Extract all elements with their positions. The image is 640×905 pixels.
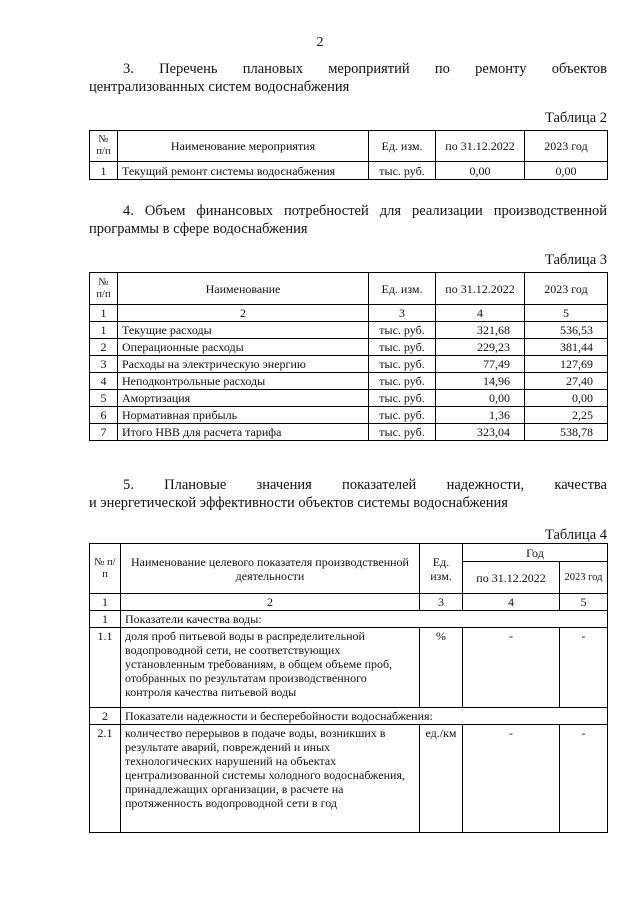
table3-cell-period1: 323,04 — [436, 424, 525, 441]
table3-header-unit: Ед. изм. — [369, 273, 436, 305]
table3-cell-period2: 2,25 — [525, 407, 608, 424]
section3-heading-line2: централизованных систем водоснабжения — [89, 79, 350, 95]
table3-cell-num: 5 — [90, 390, 118, 407]
table3-cell-num: 7 — [90, 424, 118, 441]
section5-heading-line1: 5. Плановые значения показателей надежности, качества — [123, 477, 607, 493]
table3-cell-num: 1 — [90, 322, 118, 339]
table3-header-period2: 2023 год — [525, 273, 608, 305]
table4-colnum: 1 — [90, 594, 121, 611]
section3-heading — [89, 60, 607, 96]
table3-cell-name: Нормативная прибыль — [118, 407, 369, 424]
table3-colnum: 5 — [525, 305, 608, 322]
table3-cell-name: Итого НВВ для расчета тарифа — [118, 424, 369, 441]
table2 — [89, 130, 608, 180]
table2-cell-num: 1 — [90, 162, 118, 180]
table4-header-num: № п/п — [90, 544, 121, 594]
table-row — [90, 162, 608, 180]
section4-heading-line2: программы в сфере водоснабжения — [89, 221, 308, 237]
table3-header-row — [90, 273, 608, 305]
table3-cell-period1: 14,96 — [436, 373, 525, 390]
table3-cell-num: 3 — [90, 356, 118, 373]
table3-cell-unit: тыс. руб. — [369, 424, 436, 441]
table3-cell-unit: тыс. руб. — [369, 373, 436, 390]
table-row — [90, 628, 608, 708]
table3-cell-num: 6 — [90, 407, 118, 424]
table4-header-year-group: Год — [463, 544, 608, 562]
table3-cell-num: 4 — [90, 373, 118, 390]
table4-row2-1-v1: - — [463, 725, 560, 833]
table2-header-period1: по 31.12.2022 — [436, 131, 525, 162]
table4-header-period1: по 31.12.2022 — [463, 562, 560, 594]
table3-cell-period2: 538,78 — [525, 424, 608, 441]
table4-row1-1-unit: % — [420, 628, 463, 708]
table-row — [90, 356, 608, 373]
section3-heading-line1: 3. Перечень плановых мероприятий по ремонту объектов — [123, 61, 607, 77]
table3-cell-period1: 77,49 — [436, 356, 525, 373]
table3-cell-unit: тыс. руб. — [369, 356, 436, 373]
table4-label: Таблица 4 — [544, 527, 607, 543]
table3-cell-period2: 127,69 — [525, 356, 608, 373]
table4-row1-1-text: доля проб питьевой воды в распределительной водопроводной сети, не соответствующих установленным требованиям, в общем объеме проб, отобранных по результатам производственного контроля качества питьевой воды — [121, 628, 420, 708]
table-row — [90, 725, 608, 833]
table-row — [90, 407, 608, 424]
table4-colnum: 3 — [420, 594, 463, 611]
table3-header-name: Наименование — [118, 273, 369, 305]
table2-cell-unit: тыс. руб. — [369, 162, 436, 180]
section4-heading — [89, 202, 607, 238]
table4-group-row — [90, 708, 608, 725]
table3-cell-name: Неподконтрольные расходы — [118, 373, 369, 390]
table4-colnum-row — [90, 594, 608, 611]
table4-row2-1-unit: ед./км — [420, 725, 463, 833]
table-row — [90, 424, 608, 441]
table4-row1-1-v1: - — [463, 628, 560, 708]
table3-cell-name: Амортизация — [118, 390, 369, 407]
table2-header-period2: 2023 год — [525, 131, 608, 162]
table3-colnum: 3 — [369, 305, 436, 322]
table3-cell-period1: 321,68 — [436, 322, 525, 339]
table4-row1-1-v2: - — [560, 628, 608, 708]
table3 — [89, 272, 608, 441]
table4-group2-title: Показатели надежности и бесперебойности водоснабжения: — [121, 708, 608, 725]
table3-colnum: 1 — [90, 305, 118, 322]
section4-heading-line1: 4. Объем финансовых потребностей для реализации производственной — [123, 203, 607, 219]
table4-header-row1 — [90, 544, 608, 562]
section5-heading — [89, 476, 607, 512]
table4-row2-1-num: 2.1 — [90, 725, 121, 833]
table3-cell-period1: 0,00 — [436, 390, 525, 407]
table3-cell-unit: тыс. руб. — [369, 390, 436, 407]
table2-header-row — [90, 131, 608, 162]
table3-header-period1: по 31.12.2022 — [436, 273, 525, 305]
table4-header-name: Наименование целевого показателя производственной деятельности — [121, 544, 420, 594]
table-row — [90, 373, 608, 390]
table3-colnum: 2 — [118, 305, 369, 322]
table2-header-name: Наименование мероприятия — [118, 131, 369, 162]
table-row — [90, 390, 608, 407]
table2-cell-name: Текущий ремонт системы водоснабжения — [118, 162, 369, 180]
table4-header-unit: Ед. изм. — [420, 544, 463, 594]
table3-cell-period2: 27,40 — [525, 373, 608, 390]
table3-cell-period2: 0,00 — [525, 390, 608, 407]
table2-cell-period2: 0,00 — [525, 162, 608, 180]
table3-cell-period1: 1,36 — [436, 407, 525, 424]
table3-cell-unit: тыс. руб. — [369, 322, 436, 339]
table3-cell-period1: 229,23 — [436, 339, 525, 356]
table3-cell-unit: тыс. руб. — [369, 407, 436, 424]
table3-cell-name: Расходы на электрическую энергию — [118, 356, 369, 373]
table3-header-num: № п/п — [90, 273, 118, 305]
table2-header-num: № п/п — [90, 131, 118, 162]
table2-label: Таблица 2 — [544, 110, 607, 126]
table3-cell-name: Текущие расходы — [118, 322, 369, 339]
table4 — [89, 543, 608, 833]
table2-header-unit: Ед. изм. — [369, 131, 436, 162]
table4-row2-1-text: количество перерывов в подаче воды, возникших в результате аварий, повреждений и иных технологических нарушений на объектах централизованной системы холодного водоснабжения, принадлежащих организации, в расчете на протяженность водопроводной сети в год — [121, 725, 420, 833]
table3-cell-name: Операционные расходы — [118, 339, 369, 356]
page-number: 2 — [316, 35, 324, 50]
table3-cell-period2: 381,44 — [525, 339, 608, 356]
table4-group-row — [90, 611, 608, 628]
table2-cell-period1: 0,00 — [436, 162, 525, 180]
table4-header-period2: 2023 год — [560, 562, 608, 594]
table4-colnum: 4 — [463, 594, 560, 611]
table3-label: Таблица 3 — [544, 252, 607, 268]
table4-group2-num: 2 — [90, 708, 121, 725]
table3-cell-num: 2 — [90, 339, 118, 356]
table4-group1-num: 1 — [90, 611, 121, 628]
table3-colnum-row — [90, 305, 608, 322]
table4-row2-1-v2: - — [560, 725, 608, 833]
table4-row1-1-num: 1.1 — [90, 628, 121, 708]
table4-group1-title: Показатели качества воды: — [121, 611, 608, 628]
table4-colnum: 5 — [560, 594, 608, 611]
table-row — [90, 339, 608, 356]
table-row — [90, 322, 608, 339]
table3-cell-unit: тыс. руб. — [369, 339, 436, 356]
section5-heading-line2: и энергетической эффективности объектов системы водоснабжения — [89, 495, 508, 511]
table3-cell-period2: 536,53 — [525, 322, 608, 339]
table3-colnum: 4 — [436, 305, 525, 322]
table4-colnum: 2 — [121, 594, 420, 611]
